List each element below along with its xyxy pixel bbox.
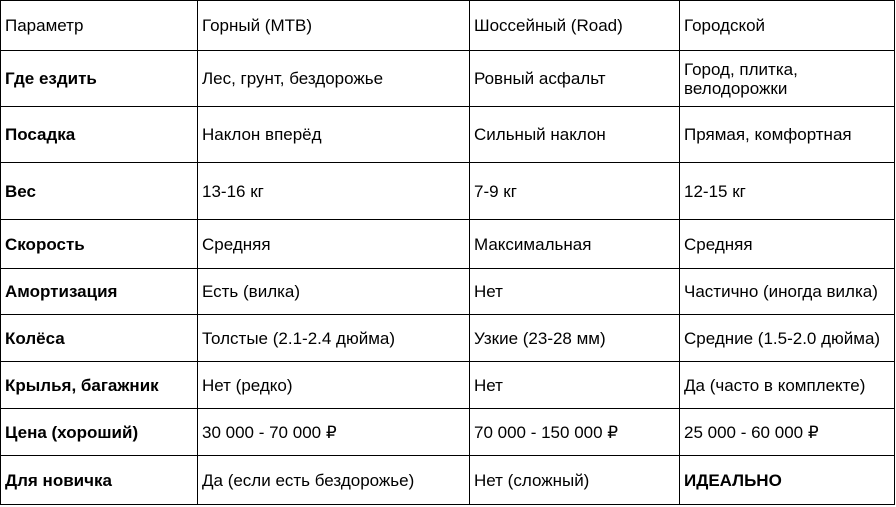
row-parameter: Скорость <box>1 220 198 269</box>
cell-city: Город, плитка, велодорожки <box>680 51 895 107</box>
header-cell-mtb: Горный (MTB) <box>198 1 470 51</box>
cell-mtb: Средняя <box>198 220 470 269</box>
table-row <box>1 456 895 505</box>
row-parameter: Для новичка <box>1 456 198 505</box>
cell-road: Нет <box>470 362 680 409</box>
cell-city: Средняя <box>680 220 895 269</box>
cell-city: Средние (1.5-2.0 дюйма) <box>680 315 895 362</box>
cell-mtb: Лес, грунт, бездорожье <box>198 51 470 107</box>
row-parameter: Крылья, багажник <box>1 362 198 409</box>
row-parameter: Колёса <box>1 315 198 362</box>
cell-road: Узкие (23-28 мм) <box>470 315 680 362</box>
cell-city: 25 000 - 60 000 ₽ <box>680 409 895 456</box>
cell-road: 70 000 - 150 000 ₽ <box>470 409 680 456</box>
cell-mtb: 13-16 кг <box>198 163 470 220</box>
cell-city: Прямая, комфортная <box>680 107 895 163</box>
cell-road: Нет (сложный) <box>470 456 680 505</box>
cell-road: Нет <box>470 269 680 315</box>
cell-mtb: Толстые (2.1-2.4 дюйма) <box>198 315 470 362</box>
cell-city: 12-15 кг <box>680 163 895 220</box>
cell-city: ИДЕАЛЬНО <box>680 456 895 505</box>
cell-road: Сильный наклон <box>470 107 680 163</box>
cell-city: Да (часто в комплекте) <box>680 362 895 409</box>
table-row <box>1 362 895 409</box>
table-row <box>1 269 895 315</box>
row-parameter: Где ездить <box>1 51 198 107</box>
cell-mtb: Наклон вперёд <box>198 107 470 163</box>
table-row <box>1 220 895 269</box>
table-row <box>1 163 895 220</box>
table-row <box>1 107 895 163</box>
cell-mtb: Нет (редко) <box>198 362 470 409</box>
header-cell-road: Шоссейный (Road) <box>470 1 680 51</box>
cell-city: Частично (иногда вилка) <box>680 269 895 315</box>
cell-mtb: Есть (вилка) <box>198 269 470 315</box>
cell-road: 7-9 кг <box>470 163 680 220</box>
header-cell-parameter: Параметр <box>1 1 198 51</box>
cell-mtb: Да (если есть бездорожье) <box>198 456 470 505</box>
table-row <box>1 409 895 456</box>
cell-mtb: 30 000 - 70 000 ₽ <box>198 409 470 456</box>
cell-road: Ровный асфальт <box>470 51 680 107</box>
header-cell-city: Городской <box>680 1 895 51</box>
table-row <box>1 315 895 362</box>
row-parameter: Вес <box>1 163 198 220</box>
row-parameter: Цена (хороший) <box>1 409 198 456</box>
row-parameter: Посадка <box>1 107 198 163</box>
row-parameter: Амортизация <box>1 269 198 315</box>
table-header-row <box>1 1 895 51</box>
table-row <box>1 51 895 107</box>
cell-road: Максимальная <box>470 220 680 269</box>
